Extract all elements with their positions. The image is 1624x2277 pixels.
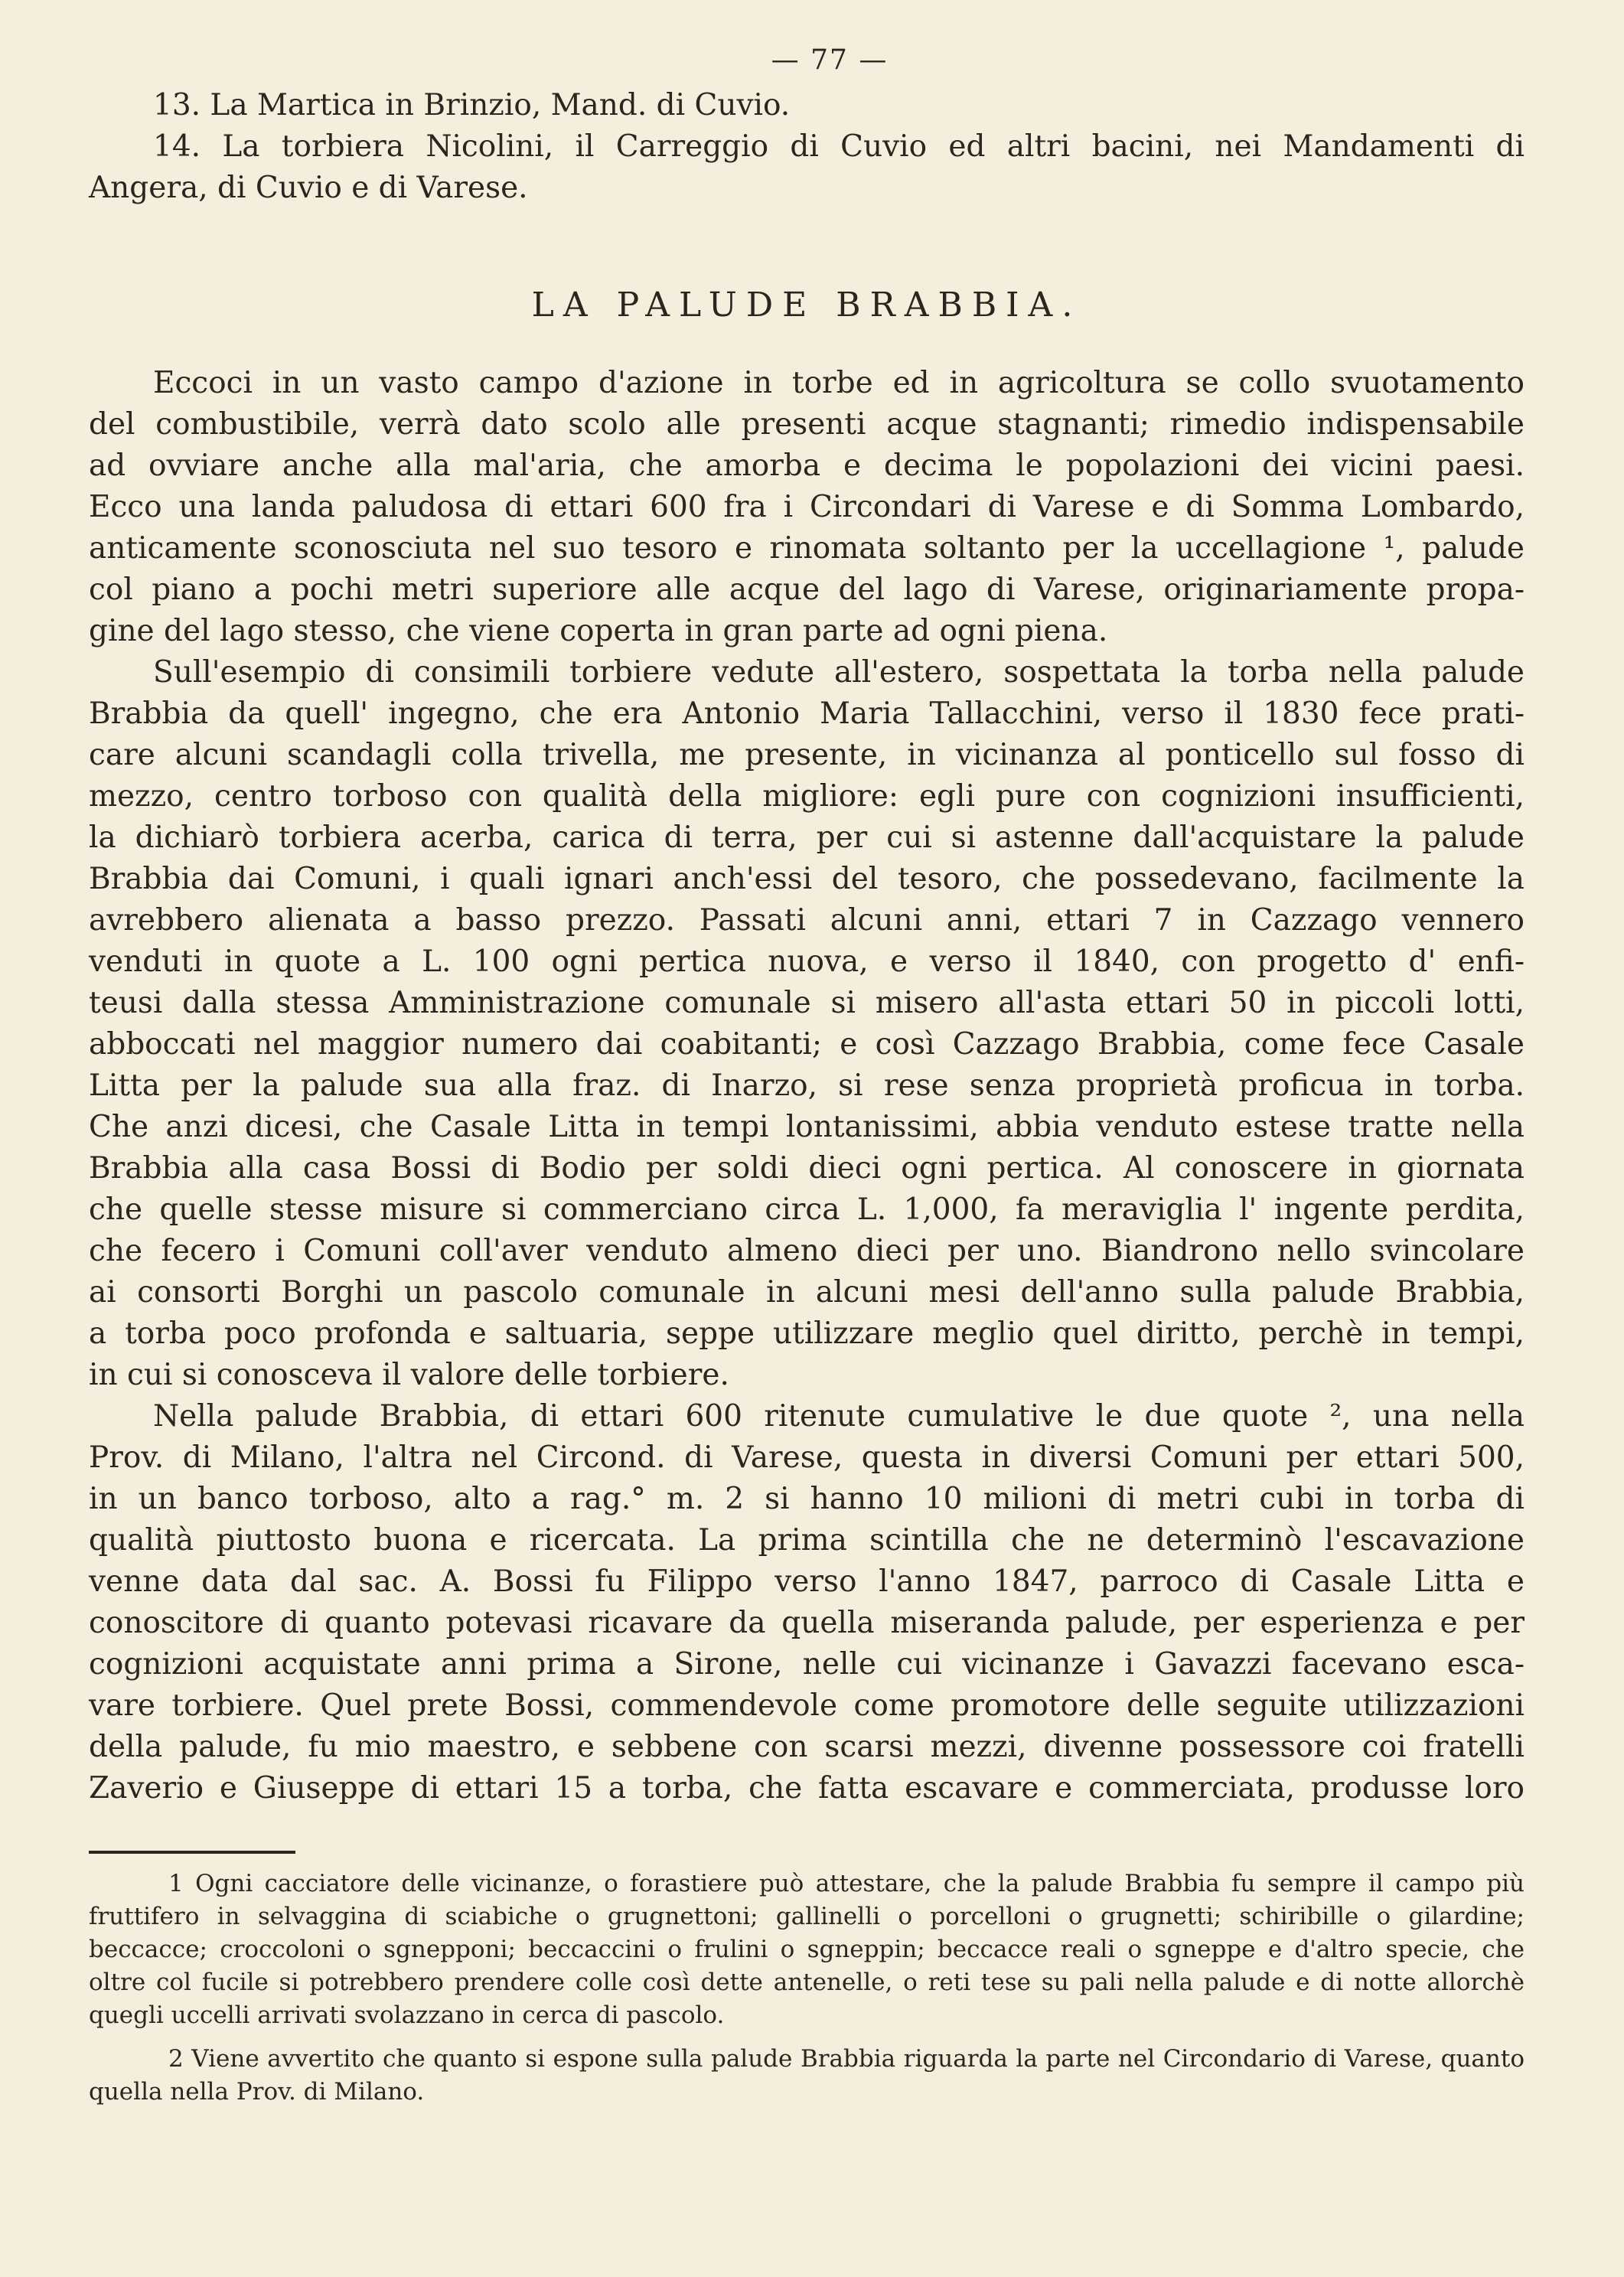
list-block xyxy=(89,85,1525,209)
text-line: care alcuni scandagli colla trivella, me presente, in vicinanza al ponticello sul fosso di xyxy=(89,738,1525,772)
footnote-line: fruttifero in selvaggina di sciabiche o grugnettoni; gallinelli o porcelloni o grugnetti; schiribille o gilardine; xyxy=(89,1903,1525,1930)
text-line: mezzo, centro torboso con qualità della migliore: egli pure con cognizioni insufficienti, xyxy=(89,779,1525,814)
text-line: anticamente sconosciuta nel suo tesoro e rinomata soltanto per la uccellagione ¹, palude xyxy=(89,531,1525,566)
list-item: Angera, di Cuvio e di Varese. xyxy=(89,171,528,205)
text-line: Prov. di Milano, l'altra nel Circond. di Varese, questa in diversi Comuni per ettari 500, xyxy=(89,1440,1525,1475)
text-line: in un banco torboso, alto a rag.° m. 2 si hanno 10 milioni di metri cubi in torba di xyxy=(89,1482,1525,1516)
text-line: che quelle stesse misure si commerciano circa L. 1,000, fa meraviglia l' ingente perdita, xyxy=(89,1192,1525,1227)
text-line: Litta per la palude sua alla fraz. di Inarzo, si rese senza proprietà proficua in torba. xyxy=(89,1068,1525,1103)
text-line: avrebbero alienata a basso prezzo. Passati alcuni anni, ettari 7 in Cazzago vennero xyxy=(89,903,1525,938)
footnote-divider xyxy=(89,1851,295,1854)
text-line: qualità piuttosto buona e ricercata. La prima scintilla che ne determinò l'escavazione xyxy=(89,1523,1525,1558)
text-line: col piano a pochi metri superiore alle acque del lago di Varese, originariamente propa- xyxy=(89,573,1525,607)
footnotes xyxy=(89,1868,1525,2109)
text-line: Brabbia dai Comuni, i quali ignari anch'essi del tesoro, che possedevano, facilmente la xyxy=(89,862,1525,896)
text-line: venduti in quote a L. 100 ogni pertica nuova, e verso il 1840, con progetto d' enfi- xyxy=(89,944,1525,979)
list-item: 13. La Martica in Brinzio, Mand. di Cuvio. xyxy=(153,88,791,122)
text-line: la dichiarò torbiera acerba, carica di terra, per cui si astenne dall'acquistare la palude xyxy=(89,820,1525,855)
footnote-line: beccacce; croccoloni o sgnepponi; beccaccini o frulini o sgneppin; beccacce reali o sgneppe e d'altro specie, che xyxy=(89,1936,1525,1963)
text-line: Che anzi dicesi, che Casale Litta in tempi lontanissimi, abbia venduto estese tratte nella xyxy=(89,1110,1525,1144)
text-line: Sull'esempio di consimili torbiere vedute all'estero, sospettata la torba nella palude xyxy=(153,655,1525,690)
footnote-2 xyxy=(89,2043,1525,2109)
text-line: della palude, fu mio maestro, e sebbene con scarsi mezzi, divenne possessore coi fratelli xyxy=(89,1730,1525,1764)
footnote-line: oltre col fucile si potrebbero prendere colle così dette antenelle, o reti tese su pali nella palude e di notte allorchè xyxy=(89,1969,1525,1996)
text-line: Brabbia alla casa Bossi di Bodio per soldi dieci ogni pertica. Al conoscere in giornata xyxy=(89,1151,1525,1186)
body-text xyxy=(89,363,1525,1809)
text-line: Zaverio e Giuseppe di ettari 15 a torba, che fatta escavare e commerciata, produsse loro xyxy=(89,1771,1525,1806)
footnote-line: quegli uccelli arrivati svolazzano in cerca di pascolo. xyxy=(89,2001,725,2029)
text-line: Ecco una landa paludosa di ettari 600 fra i Circondari di Varese e di Somma Lombardo, xyxy=(89,490,1525,524)
text-line: conoscitore di quanto potevasi ricavare da quella miseranda palude, per esperienza e per xyxy=(89,1606,1525,1640)
section-title: LA PALUDE BRABBIA. xyxy=(531,285,1082,325)
text-line: Brabbia da quell' ingegno, che era Antonio Maria Tallacchini, verso il 1830 fece prati- xyxy=(89,696,1525,731)
text-line: Nella palude Brabbia, di ettari 600 ritenute cumulative le due quote ², una nella xyxy=(153,1399,1525,1434)
text-line: cognizioni acquistate anni prima a Sirone, nelle cui vicinanze i Gavazzi facevano esca- xyxy=(89,1647,1525,1682)
text-line: teusi dalla stessa Amministrazione comunale si misero all'asta ettari 50 in piccoli lotti, xyxy=(89,986,1525,1020)
text-line: che fecero i Comuni coll'aver venduto almeno dieci per uno. Biandrono nello svincolare xyxy=(89,1234,1525,1268)
footnote-1 xyxy=(89,1868,1525,2032)
footnote-line: 2 Viene avvertito che quanto si espone sulla palude Brabbia riguarda la parte nel Circondario di Varese, quanto xyxy=(168,2045,1525,2073)
footnote-line: 1 Ogni cacciatore delle vicinanze, o forastiere può attestare, che la palude Brabbia fu sempre il campo più xyxy=(168,1870,1525,1897)
text-line: abboccati nel maggior numero dai coabitanti; e così Cazzago Brabbia, come fece Casale xyxy=(89,1027,1525,1062)
text-line: ad ovviare anche alla mal'aria, che amorba e decima le popolazioni dei vicini paesi. xyxy=(89,449,1525,483)
footnote-line: quella nella Prov. di Milano. xyxy=(89,2078,425,2106)
list-item: 14. La torbiera Nicolini, il Carreggio di Cuvio ed altri bacini, nei Mandamenti di xyxy=(153,129,1525,164)
page-number: — 77 — xyxy=(771,44,889,76)
text-line: del combustibile, verrà dato scolo alle presenti acque stagnanti; rimedio indispensabile xyxy=(89,407,1525,442)
text-line: ai consorti Borghi un pascolo comunale in alcuni mesi dell'anno sulla palude Brabbia, xyxy=(89,1275,1525,1310)
text-line: Eccoci in un vasto campo d'azione in torbe ed in agricoltura se collo svuotamento xyxy=(153,366,1525,400)
text-line: gine del lago stesso, che viene coperta in gran parte ad ogni piena. xyxy=(89,614,1108,648)
text-line: venne data dal sac. A. Bossi fu Filippo verso l'anno 1847, parroco di Casale Litta e xyxy=(89,1564,1525,1599)
text-line: in cui si conosceva il valore delle torbiere. xyxy=(89,1358,729,1392)
text-line: vare torbiere. Quel prete Bossi, commendevole come promotore delle seguite utilizzazioni xyxy=(89,1688,1525,1723)
text-line: a torba poco profonda e saltuaria, seppe utilizzare meglio quel diritto, perchè in tempi, xyxy=(89,1316,1525,1351)
